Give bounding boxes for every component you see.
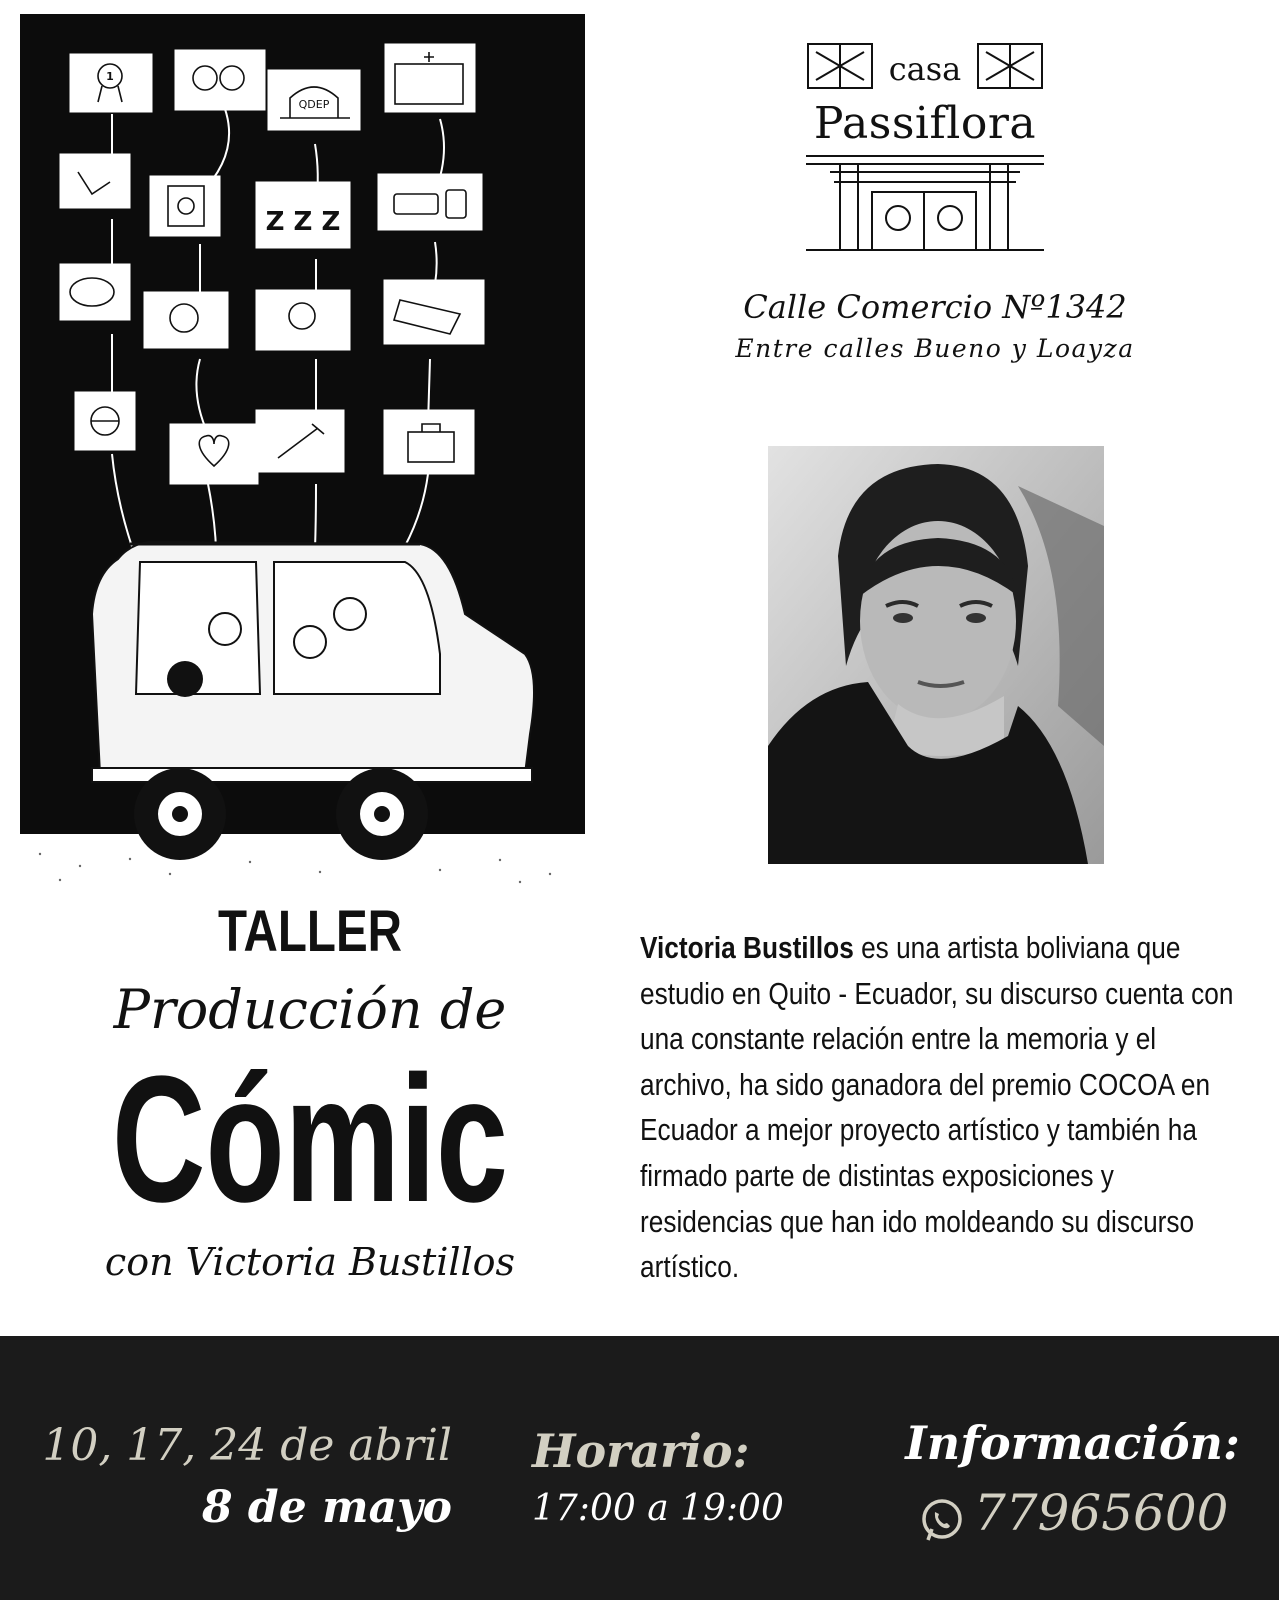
workshop-instructor: con Victoria Bustillos — [104, 1240, 516, 1284]
comic-illustration — [20, 14, 585, 890]
workshop-subtitle: Producción de — [113, 978, 507, 1041]
dates-april: 10, 17, 24 de abril — [42, 1420, 452, 1471]
sleep-label: Z Z Z — [265, 207, 341, 237]
artist-bio — [640, 926, 1240, 1291]
info-label: Información: — [905, 1416, 1240, 1470]
address-street: Calle Comercio Nº1342 — [743, 288, 1127, 326]
address-cross-streets: Entre calles Bueno y Loayza — [735, 334, 1135, 363]
workshop-title: Cómic — [111, 1039, 509, 1240]
tombstone-label: QDEP — [298, 98, 330, 111]
dates-may: 8 de mayo — [202, 1482, 452, 1533]
bio-text: es una artista boliviana que estudio en Quito - Ecuador, su discurso cuenta con una constante relación entre la memoria y el archivo, ha sido ganadora del premio COCOA en Ecuador a mejor proyecto artístico y también ha firmado parte de distintas exposiciones y residencias que han ido moldeando su discurso artístico. — [640, 931, 1234, 1285]
logo-casa-text: casa — [888, 50, 962, 88]
workshop-label: TALLER — [217, 899, 403, 964]
artist-portrait-photo — [768, 446, 1104, 864]
phone-number[interactable] — [916, 1484, 1256, 1542]
phone-number-text[interactable]: 77965600 — [974, 1484, 1229, 1542]
casa-passiflora-logo — [800, 36, 1050, 256]
logo-passiflora-text: Passiflora — [813, 98, 1037, 149]
bio-artist-name: Victoria Bustillos — [640, 931, 854, 965]
medal-label: 1 — [106, 70, 114, 83]
schedule-time: 17:00 a 19:00 — [532, 1488, 784, 1529]
schedule-label: Horario: — [532, 1424, 750, 1478]
